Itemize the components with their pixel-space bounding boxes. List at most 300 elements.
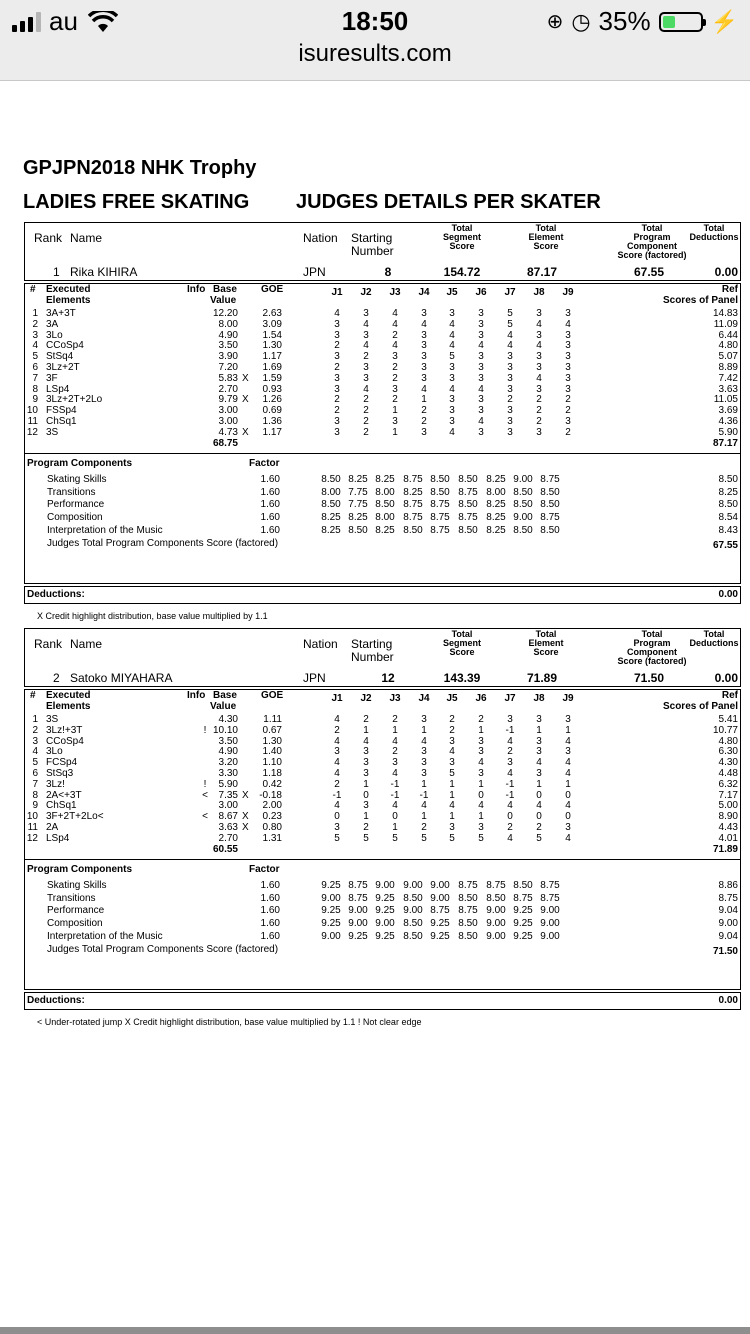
judge-score: 3 bbox=[449, 362, 455, 373]
judge-score: 2 bbox=[507, 746, 513, 758]
judge-score: 2 bbox=[363, 416, 369, 427]
element-goe: 1.69 bbox=[262, 362, 282, 373]
judge-score: 2 bbox=[507, 394, 513, 406]
tss-label-0: Total bbox=[451, 223, 473, 233]
factor-label: Factor bbox=[249, 863, 280, 875]
component-judge-score: 8.50 bbox=[513, 486, 533, 498]
element-panel-score: 4.43 bbox=[718, 822, 738, 833]
element-code: 3A bbox=[46, 318, 59, 330]
judge-score: 5 bbox=[507, 318, 513, 330]
judge-score: 5 bbox=[421, 832, 427, 844]
judge-score: 3 bbox=[449, 405, 455, 417]
program-components-label: Program Components bbox=[27, 457, 133, 469]
pcs-total: 71.50 bbox=[712, 946, 738, 958]
component-judge-score: 8.75 bbox=[403, 499, 423, 511]
element-number: 2 bbox=[32, 724, 38, 736]
judge-score: 3 bbox=[536, 308, 542, 319]
judge-label-7: J7 bbox=[504, 287, 516, 298]
judge-score: 4 bbox=[536, 318, 542, 330]
component-judge-score: 9.25 bbox=[513, 905, 533, 917]
judge-score: 3 bbox=[536, 426, 542, 438]
judge-score: 4 bbox=[507, 832, 513, 844]
element-goe: 3.09 bbox=[262, 318, 282, 330]
base-value-total: 60.55 bbox=[212, 843, 238, 855]
element-number: 6 bbox=[32, 768, 38, 779]
judge-label-6: J6 bbox=[475, 693, 487, 704]
element-panel-score: 8.89 bbox=[718, 362, 738, 373]
deductions-box bbox=[24, 586, 741, 604]
tes-label-0: Total bbox=[535, 629, 557, 639]
component-judge-score: 8.50 bbox=[540, 525, 560, 537]
element-number: 1 bbox=[32, 714, 38, 725]
name-label: Name bbox=[70, 637, 103, 651]
component-judge-score: 9.25 bbox=[430, 918, 450, 930]
judge-score: 2 bbox=[363, 426, 369, 438]
component-panel-score: 9.00 bbox=[718, 918, 738, 930]
component-judge-score: 9.00 bbox=[540, 918, 560, 930]
element-code: 3Lz+2T bbox=[46, 362, 80, 373]
element-goe: 1.17 bbox=[262, 351, 282, 363]
judge-score: 4 bbox=[449, 383, 455, 395]
element-number: 3 bbox=[32, 329, 38, 341]
component-judge-score: 8.50 bbox=[458, 473, 478, 485]
component-judge-score: 9.00 bbox=[375, 918, 395, 930]
report-title: JUDGES DETAILS PER SKATER bbox=[296, 191, 601, 213]
element-code: LSp4 bbox=[46, 383, 70, 395]
element-goe: 1.11 bbox=[263, 714, 282, 725]
component-panel-score: 8.86 bbox=[718, 879, 738, 891]
judge-score: 3 bbox=[478, 329, 484, 341]
deductions-label: Deductions: bbox=[27, 589, 85, 600]
judge-score: 4 bbox=[421, 735, 427, 747]
judge-score: 3 bbox=[565, 308, 571, 319]
judge-score: 4 bbox=[507, 735, 513, 747]
element-number: 1 bbox=[32, 308, 38, 319]
component-judge-score: 9.00 bbox=[403, 905, 423, 917]
element-base: 8.00 bbox=[218, 318, 238, 330]
component-judge-score: 8.50 bbox=[348, 525, 368, 537]
judge-score: 4 bbox=[392, 340, 398, 352]
judges-total-label: Judges Total Program Components Score (factored) bbox=[47, 944, 279, 956]
component-name: Transitions bbox=[47, 486, 96, 498]
judge-score: 1 bbox=[449, 811, 455, 823]
judge-score: 3 bbox=[449, 757, 455, 769]
element-panel-score: 10.77 bbox=[712, 724, 738, 736]
component-factor: 1.60 bbox=[260, 512, 280, 524]
judge-score: 3 bbox=[392, 351, 398, 363]
skater-pcs: 71.50 bbox=[633, 671, 664, 685]
judge-score: 1 bbox=[392, 724, 398, 736]
component-judge-score: 9.00 bbox=[321, 931, 341, 943]
judge-score: 2 bbox=[449, 714, 455, 725]
starting-label: Starting bbox=[351, 231, 393, 245]
judge-score: 3 bbox=[507, 362, 513, 373]
judge-label-3: J3 bbox=[389, 693, 401, 704]
hash-label: # bbox=[30, 690, 36, 701]
element-goe: 0.42 bbox=[262, 778, 282, 790]
component-judge-score: 8.75 bbox=[458, 486, 478, 498]
element-number: 12 bbox=[26, 832, 38, 844]
judge-label-7: J7 bbox=[504, 693, 516, 704]
judge-score: 1 bbox=[421, 811, 427, 823]
element-base: 3.00 bbox=[218, 416, 238, 427]
judge-score: 3 bbox=[507, 714, 513, 725]
component-judge-score: 8.75 bbox=[513, 892, 533, 904]
tes-label-2: Score bbox=[533, 647, 559, 657]
judge-label-6: J6 bbox=[475, 287, 487, 298]
judge-score: 1 bbox=[536, 778, 542, 790]
element-code: 3Lo bbox=[46, 329, 63, 341]
element-number: 3 bbox=[32, 735, 38, 747]
element-bonus-x: X bbox=[242, 789, 249, 801]
judge-score: 4 bbox=[478, 416, 484, 427]
element-panel-score: 6.44 bbox=[718, 329, 738, 341]
component-name: Transitions bbox=[47, 892, 96, 904]
judge-score: 3 bbox=[421, 426, 427, 438]
skater-tss: 143.39 bbox=[443, 671, 481, 685]
pcs-label-1: Program bbox=[633, 232, 671, 242]
judge-score: 4 bbox=[392, 735, 398, 747]
judge-score: 0 bbox=[536, 789, 542, 801]
element-panel-score: 5.00 bbox=[718, 800, 738, 812]
judge-score: 2 bbox=[363, 405, 369, 417]
pcs-total: 67.55 bbox=[712, 540, 738, 552]
element-code: 3Lz!+3T bbox=[46, 724, 83, 736]
component-factor: 1.60 bbox=[260, 905, 280, 917]
component-judge-score: 8.50 bbox=[458, 499, 478, 511]
element-panel-score: 5.07 bbox=[718, 351, 738, 363]
component-panel-score: 9.04 bbox=[718, 931, 738, 943]
skater-tes: 71.89 bbox=[526, 671, 558, 685]
factor-label: Factor bbox=[249, 457, 280, 469]
component-judge-score: 9.00 bbox=[486, 931, 506, 943]
url-bar[interactable]: isuresults.com bbox=[298, 40, 452, 67]
tss-label-1: Segment bbox=[442, 638, 481, 648]
footnote: X Credit highlight distribution, base value multiplied by 1.1 bbox=[37, 611, 268, 621]
element-number: 8 bbox=[32, 789, 38, 801]
judge-score: 2 bbox=[536, 416, 542, 427]
pcs-label-1: Program bbox=[633, 638, 671, 648]
judge-score: 3 bbox=[478, 394, 484, 406]
judge-score: 4 bbox=[565, 768, 571, 779]
skater-tss: 154.72 bbox=[443, 265, 481, 279]
judge-score: 4 bbox=[421, 800, 427, 812]
tss-label-2: Score bbox=[449, 241, 475, 251]
category-title: LADIES FREE SKATING bbox=[23, 191, 250, 213]
judge-score: 3 bbox=[565, 362, 571, 373]
component-judge-score: 8.00 bbox=[375, 512, 395, 524]
skater-rank: 1 bbox=[53, 265, 60, 279]
event-title: GPJPN2018 NHK Trophy bbox=[23, 157, 257, 179]
element-base: 4.90 bbox=[218, 329, 238, 341]
pcs-label-3: Score (factored) bbox=[617, 656, 687, 666]
deductions-box bbox=[24, 992, 741, 1010]
element-code: FSSp4 bbox=[46, 405, 77, 417]
element-number: 5 bbox=[32, 351, 38, 363]
panel-label: Scores of Panel bbox=[662, 295, 738, 306]
judge-score: 1 bbox=[392, 405, 398, 417]
judge-label-9: J9 bbox=[562, 693, 574, 704]
component-judge-score: 8.50 bbox=[540, 499, 560, 511]
component-judge-score: 8.50 bbox=[403, 525, 423, 537]
judge-score: 3 bbox=[363, 746, 369, 758]
judge-score: 4 bbox=[392, 800, 398, 812]
value-label: Value bbox=[210, 701, 237, 712]
judge-score: 0 bbox=[507, 811, 513, 823]
element-code: LSp4 bbox=[46, 832, 70, 844]
component-judge-score: 8.50 bbox=[458, 918, 478, 930]
judge-score: 3 bbox=[421, 757, 427, 769]
element-goe: 1.54 bbox=[262, 329, 282, 341]
judge-score: 2 bbox=[392, 714, 398, 725]
judge-score: 5 bbox=[478, 832, 484, 844]
judge-score: 3 bbox=[478, 351, 484, 363]
rank-label: Rank bbox=[34, 231, 63, 245]
judge-score: 3 bbox=[363, 308, 369, 319]
component-judge-score: 8.25 bbox=[348, 473, 368, 485]
element-number: 12 bbox=[26, 426, 38, 438]
judge-score: 3 bbox=[478, 426, 484, 438]
skater-name: Satoko MIYAHARA bbox=[70, 671, 173, 685]
judge-label-5: J5 bbox=[446, 693, 458, 704]
tes-label-2: Score bbox=[533, 241, 559, 251]
component-panel-score: 8.50 bbox=[718, 499, 738, 511]
element-code: 2A bbox=[46, 822, 59, 833]
component-judge-score: 8.50 bbox=[458, 892, 478, 904]
judge-score: 4 bbox=[507, 329, 513, 341]
goe-label: GOE bbox=[261, 284, 284, 295]
component-judge-score: 9.25 bbox=[321, 879, 341, 891]
judge-score: 4 bbox=[334, 768, 340, 779]
judge-score: 3 bbox=[536, 714, 542, 725]
nation-label: Nation bbox=[303, 637, 338, 651]
component-judge-score: 8.75 bbox=[430, 905, 450, 917]
judge-score: 3 bbox=[421, 329, 427, 341]
judge-score: 4 bbox=[392, 318, 398, 330]
judge-score: 2 bbox=[421, 405, 427, 417]
judge-score: 3 bbox=[421, 362, 427, 373]
component-judge-score: 8.25 bbox=[348, 512, 368, 524]
tes-label-1: Element bbox=[528, 638, 564, 648]
judge-score: 4 bbox=[392, 768, 398, 779]
judge-score: 2 bbox=[449, 724, 455, 736]
element-number: 8 bbox=[32, 383, 38, 395]
judge-score: 4 bbox=[421, 318, 427, 330]
charging-icon: ⚡ bbox=[710, 8, 738, 34]
element-panel-score: 8.90 bbox=[718, 811, 738, 823]
judge-score: 3 bbox=[478, 362, 484, 373]
element-panel-score: 11.09 bbox=[713, 318, 738, 330]
judge-score: 4 bbox=[334, 735, 340, 747]
judge-label-1: J1 bbox=[331, 287, 343, 298]
judge-score: 2 bbox=[334, 778, 340, 790]
tes-label-0: Total bbox=[535, 223, 557, 233]
judge-score: 5 bbox=[334, 832, 340, 844]
judge-score: 0 bbox=[363, 789, 369, 801]
component-factor: 1.60 bbox=[260, 473, 280, 485]
element-panel-score: 7.17 bbox=[718, 789, 738, 801]
component-judge-score: 8.50 bbox=[375, 499, 395, 511]
judge-score: 3 bbox=[565, 351, 571, 363]
judge-score: 1 bbox=[392, 426, 398, 438]
component-name: Composition bbox=[47, 512, 103, 524]
component-judge-score: 9.00 bbox=[321, 892, 341, 904]
element-number: 7 bbox=[32, 778, 38, 790]
judge-score: 5 bbox=[449, 351, 455, 363]
component-judge-score: 8.25 bbox=[321, 525, 341, 537]
element-bonus-x: X bbox=[242, 394, 249, 406]
element-base: 12.20 bbox=[212, 308, 238, 319]
component-judge-score: 8.75 bbox=[458, 512, 478, 524]
judge-score: 3 bbox=[421, 308, 427, 319]
judge-score: 3 bbox=[507, 426, 513, 438]
judge-score: -1 bbox=[390, 778, 400, 790]
element-goe: 2.63 bbox=[262, 308, 282, 319]
component-judge-score: 8.75 bbox=[540, 892, 560, 904]
skater-start: 8 bbox=[384, 265, 392, 279]
component-judge-score: 8.50 bbox=[403, 892, 423, 904]
divider bbox=[24, 859, 741, 860]
component-judge-score: 9.00 bbox=[513, 512, 533, 524]
executed-label: Executed bbox=[46, 284, 91, 295]
judge-score: 0 bbox=[536, 811, 542, 823]
judge-score: 4 bbox=[449, 746, 455, 758]
tss-label-1: Segment bbox=[442, 232, 481, 242]
element-bonus-x: X bbox=[242, 372, 249, 384]
component-judge-score: 8.75 bbox=[540, 879, 560, 891]
element-goe: 1.30 bbox=[262, 735, 282, 747]
judge-score: 3 bbox=[536, 351, 542, 363]
judge-score: 3 bbox=[334, 426, 340, 438]
battery-percent: 35% bbox=[598, 6, 651, 36]
judge-score: 2 bbox=[334, 362, 340, 373]
component-judge-score: 8.25 bbox=[486, 499, 506, 511]
judge-score: 4 bbox=[392, 308, 398, 319]
judge-score: 2 bbox=[392, 329, 398, 341]
pcs-label-2: Component bbox=[627, 647, 677, 657]
judge-score: 3 bbox=[565, 372, 571, 384]
judge-score: 2 bbox=[536, 394, 542, 406]
component-judge-score: 8.25 bbox=[486, 512, 506, 524]
element-panel-score: 5.41 bbox=[718, 714, 738, 725]
component-judge-score: 8.75 bbox=[430, 499, 450, 511]
judge-score: 2 bbox=[392, 372, 398, 384]
element-goe: 1.18 bbox=[262, 768, 282, 779]
judge-score: 3 bbox=[421, 372, 427, 384]
component-judge-score: 8.25 bbox=[375, 473, 395, 485]
element-base: 3.00 bbox=[218, 405, 238, 417]
component-judge-score: 9.00 bbox=[375, 879, 395, 891]
element-number: 4 bbox=[32, 340, 38, 352]
component-judge-score: 8.50 bbox=[540, 486, 560, 498]
element-goe: 0.93 bbox=[262, 383, 282, 395]
judge-score: 4 bbox=[536, 800, 542, 812]
element-code: ChSq1 bbox=[46, 416, 77, 427]
judge-score: 4 bbox=[507, 768, 513, 779]
element-code: FCSp4 bbox=[46, 757, 78, 769]
executed-label: Executed bbox=[46, 690, 91, 701]
element-number: 2 bbox=[32, 318, 38, 330]
judge-score: 4 bbox=[478, 800, 484, 812]
element-panel-score: 6.32 bbox=[718, 778, 738, 790]
judge-score: 4 bbox=[565, 832, 571, 844]
judge-score: 3 bbox=[334, 318, 340, 330]
judge-score: 0 bbox=[334, 811, 340, 823]
judge-score: -1 bbox=[390, 789, 400, 801]
judge-score: 3 bbox=[449, 372, 455, 384]
skater-nation: JPN bbox=[303, 671, 326, 685]
element-goe: 1.10 bbox=[262, 757, 282, 769]
pcs-label-3: Score (factored) bbox=[617, 250, 687, 260]
element-base: 9.79 bbox=[218, 394, 238, 406]
judge-score: 3 bbox=[478, 822, 484, 833]
ref-label: Ref bbox=[721, 690, 738, 701]
judge-score: 3 bbox=[565, 340, 571, 352]
component-name: Skating Skills bbox=[47, 879, 107, 891]
component-factor: 1.60 bbox=[260, 918, 280, 930]
number-label: Number bbox=[351, 244, 394, 258]
pcs-label-0: Total bbox=[641, 223, 663, 233]
element-base: 7.35 bbox=[218, 789, 238, 801]
component-judge-score: 9.00 bbox=[348, 905, 368, 917]
rank-label: Rank bbox=[34, 637, 63, 651]
judge-score: 5 bbox=[449, 832, 455, 844]
element-panel-score: 4.80 bbox=[718, 340, 738, 352]
element-base: 4.90 bbox=[218, 746, 238, 758]
judge-score: 3 bbox=[478, 405, 484, 417]
element-code: CCoSp4 bbox=[46, 735, 84, 747]
judge-score: 1 bbox=[536, 724, 542, 736]
judge-label-1: J1 bbox=[331, 693, 343, 704]
element-goe: 0.23 bbox=[262, 811, 282, 823]
element-info: ! bbox=[203, 778, 207, 790]
component-judge-score: 9.25 bbox=[348, 931, 368, 943]
skater-pcs: 67.55 bbox=[633, 265, 664, 279]
judge-score: 1 bbox=[449, 789, 455, 801]
skater-ded: 0.00 bbox=[714, 671, 738, 685]
component-judge-score: 8.25 bbox=[321, 512, 341, 524]
judge-score: 4 bbox=[363, 318, 369, 330]
component-judge-score: 9.00 bbox=[486, 905, 506, 917]
judge-score: 4 bbox=[449, 329, 455, 341]
judge-score: 4 bbox=[478, 757, 484, 769]
component-panel-score: 8.50 bbox=[718, 473, 738, 485]
judge-score: 1 bbox=[478, 724, 484, 736]
judge-score: 2 bbox=[334, 394, 340, 406]
component-panel-score: 8.25 bbox=[718, 486, 738, 498]
judge-score: 3 bbox=[507, 757, 513, 769]
base-value-total: 68.75 bbox=[212, 437, 238, 449]
element-goe: 0.80 bbox=[262, 822, 282, 833]
judge-score: 4 bbox=[536, 372, 542, 384]
judge-score: 3 bbox=[536, 746, 542, 758]
element-base: 3.63 bbox=[218, 822, 238, 833]
judge-score: 4 bbox=[449, 340, 455, 352]
judge-score: 3 bbox=[536, 362, 542, 373]
judge-label-2: J2 bbox=[360, 693, 372, 704]
judge-score: 4 bbox=[334, 800, 340, 812]
component-judge-score: 8.75 bbox=[403, 473, 423, 485]
component-judge-score: 8.50 bbox=[513, 499, 533, 511]
judge-score: 5 bbox=[507, 308, 513, 319]
component-factor: 1.60 bbox=[260, 931, 280, 943]
element-goe: 1.31 bbox=[262, 832, 282, 844]
element-base: 3.90 bbox=[218, 351, 238, 363]
element-base: 4.73 bbox=[218, 426, 238, 438]
component-judge-score: 9.25 bbox=[375, 892, 395, 904]
component-judge-score: 9.25 bbox=[375, 905, 395, 917]
component-judge-score: 8.75 bbox=[540, 473, 560, 485]
